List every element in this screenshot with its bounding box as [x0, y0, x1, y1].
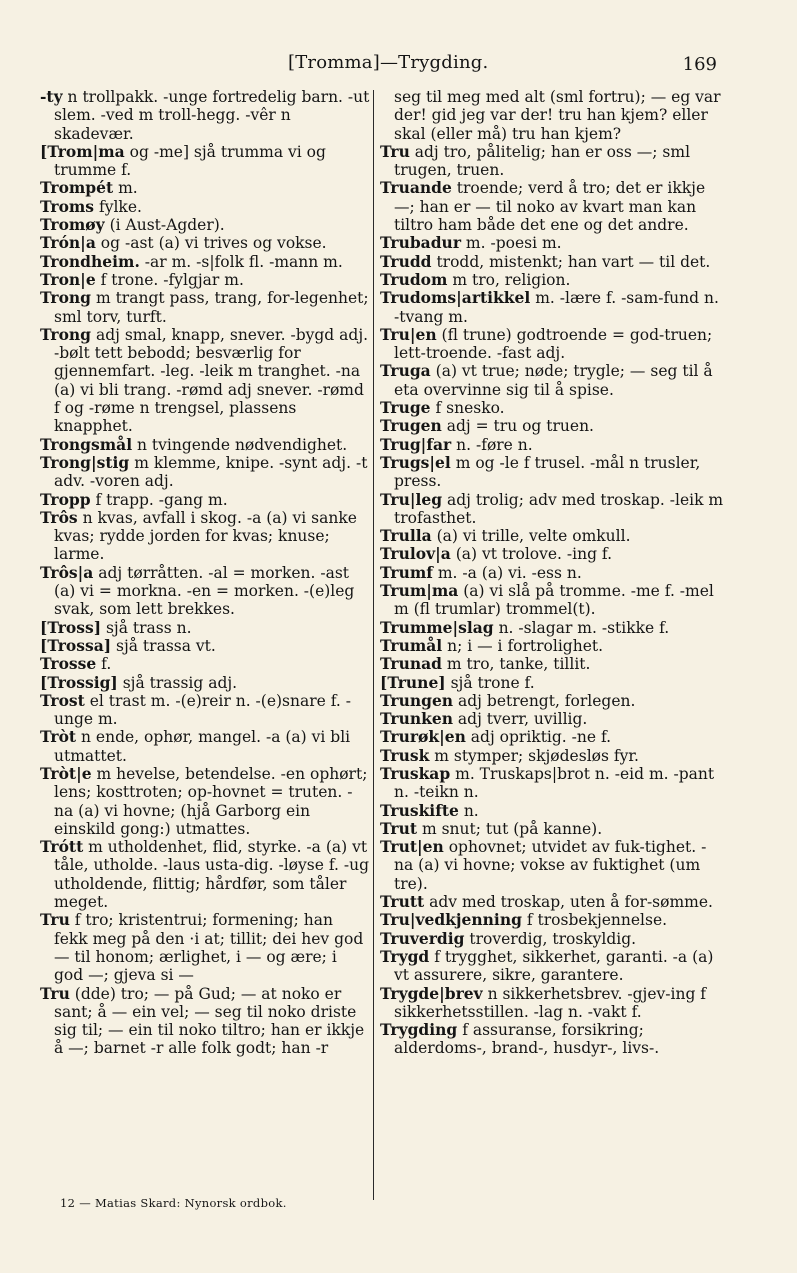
- entry: Trug|far n. -føre n.: [380, 434, 533, 454]
- entry: -ty n trollpakk. -unge fortredelig barn. -ut slem. -ved m troll-hegg. -vêr n skadevær.: [40, 87, 370, 143]
- entry: Trumme|slag n. -slagar m. -stikke f.: [380, 617, 670, 637]
- entry: Trygding f assuranse, forsikring; alderdoms-, brand-, husdyr-, livs-.: [380, 1020, 660, 1058]
- entry: Trón|a og -ast (a) vi trives og vokse.: [40, 233, 327, 253]
- entry: Trumål n; i — i fortrolighet.: [380, 635, 604, 655]
- entry: Trulla (a) vi trille, velte omkull.: [380, 526, 631, 546]
- entry: Tròt|e m hevelse, betendelse. -en ophørt; lens; kosttroten; op-hovnet = truten. -na (a) vi hovne; (hjå Garborg ein einskild gong:) utmattes.: [40, 763, 368, 838]
- left-column: [40, 88, 370, 1058]
- entry: Tromøy (i Aust-Agder).: [40, 215, 225, 235]
- entry: seg til meg med alt (sml fortru); — eg var der! gid jeg var der! tru han kjem? eller skal (eller må) tru han kjem?: [394, 88, 721, 143]
- entry: Trunken adj tverr, uvillig.: [380, 709, 588, 729]
- entry: Truge f snesko.: [380, 398, 505, 418]
- entry: [Trune] sjå trone f.: [380, 672, 535, 692]
- entry: Trondheim. -ar m. -s|folk fl. -mann m.: [40, 251, 343, 271]
- page-footer: 12 — Matias Skard: Nynorsk ordbok.: [60, 1196, 287, 1210]
- entry: Trubadur m. -poesi m.: [380, 233, 562, 253]
- running-title: [Tromma]—Trygding.: [288, 52, 489, 73]
- entry: Trusk m stymper; skjødesløs fyr.: [380, 745, 639, 765]
- entry: [Trossig] sjå trassig adj.: [40, 672, 238, 692]
- entry: Trutt adv med troskap, uten å for-sømme.: [380, 892, 713, 912]
- entry: Trum|ma (a) vi slå på tromme. -me f. -mel m (fl trumlar) trommel(t).: [380, 581, 714, 619]
- entry: Trygde|brev n sikkerhetsbrev. -gjev-ing f sikkerhetsstillen. -lag n. -vakt f.: [380, 983, 707, 1021]
- entry: Tru|en (fl trune) godtroende = god-truen; lett-troende. -fast adj.: [380, 324, 713, 363]
- entry: Trudom m tro, religion.: [380, 269, 571, 289]
- entry: Tru|leg adj trolig; adv med troskap. -leik m trofasthet.: [380, 489, 724, 527]
- page-number: 169: [682, 54, 717, 75]
- entry: Trulov|a (a) vt trolove. -ing f.: [380, 544, 613, 564]
- entry: Tru (dde) tro; — på Gud; — at noko er sant; å — ein vel; — seg til noko driste sig til; — ein til noko tiltro; han er ikkje å —; barnet -r alle folk godt; han -r: [40, 983, 365, 1058]
- right-column: [380, 88, 725, 1058]
- entry: [Trom|ma og -me] sjå trumma vi og trumme f.: [40, 141, 326, 180]
- entry: Trut m snut; tut (på kanne).: [380, 818, 603, 838]
- entry: Trudoms|artikkel m. -lære f. -sam-fund n. -tvang m.: [380, 288, 719, 326]
- entry: Trompét m.: [40, 178, 138, 198]
- entry: Trudd trodd, mistenkt; han vart — til det.: [380, 251, 711, 271]
- entry: Truverdig troverdig, troskyldig.: [380, 928, 637, 948]
- entry: Trut|en ophovnet; utvidet av fuk-tighet. -na (a) vi hovne; vokse av fuktighet (um tre).: [380, 837, 707, 893]
- entry: Truga (a) vt true; nøde; trygle; — seg til å eta overvinne sig til å spise.: [380, 361, 713, 399]
- entry: Tru|vedkjenning f trosbekjennelse.: [380, 910, 668, 930]
- entry: Truskap m. Truskaps|brot n. -eid m. -pant n. -teikn n.: [380, 763, 715, 802]
- entry: Trost el trast m. -(e)reir n. -(e)snare f. -unge m.: [40, 690, 352, 729]
- entry: Trosse f.: [40, 654, 112, 674]
- entry: Trunad m tro, tanke, tillit.: [380, 654, 591, 674]
- entry: Trurøk|en adj opriktig. -ne f.: [380, 727, 612, 747]
- entry: Trôs|a adj tørråtten. -al = morken. -ast (a) vi = morkna. -en = morken. -(e)leg svak, som lett brekkes.: [40, 562, 355, 619]
- entry: Tron|e f trone. -fylgjar m.: [40, 269, 244, 289]
- entry: Trong m trangt pass, trang, for-legenhet; sml torv, turft.: [40, 288, 369, 326]
- entry: Trong|stig m klemme, knipe. -synt adj. -t adv. -voren adj.: [40, 452, 368, 491]
- entry: Trôs n kvas, avfall i skog. -a (a) vi sanke kvas; rydde jorden for kvas; knuse; larme.: [40, 507, 357, 564]
- entry: Trygd f trygghet, sikkerhet, garanti. -a (a) vt assurere, sikre, garantere.: [380, 946, 714, 985]
- entry: Trungen adj betrengt, forlegen.: [380, 690, 636, 710]
- entry: [Trossa] sjå trassa vt.: [40, 635, 216, 655]
- entry: Truande troende; verd å tro; det er ikkje —; han er — til noko av kvart man kan tiltro ham både det ene og det andre.: [380, 178, 706, 235]
- entry: [Tross] sjå trass n.: [40, 617, 192, 637]
- column-divider: [373, 90, 374, 1200]
- entry: Trótt m utholdenhet, flid, styrke. -a (a) vt tåle, utholde. -laus usta-dig. -løyse f. -ug utholdende, flittig; hårdfør, som tåler meget.: [40, 837, 370, 912]
- entry: Tròt n ende, ophør, mangel. -a (a) vi bli utmattet.: [40, 727, 351, 765]
- entry: Troms fylke.: [40, 196, 142, 216]
- entry: Trugen adj = tru og truen.: [380, 416, 594, 436]
- entry: Trong adj smal, knapp, snever. -bygd adj. -bølt tett bebodd; besværlig for gjennemfart. -leg. -leik m tranghet. -na (a) vi bli trang. -rømd adj snever. -rømd f og -røme n trengsel, plassens knapphet.: [40, 324, 369, 436]
- entry: Truskifte n.: [380, 800, 479, 820]
- entry: Trongsmål n tvingende nødvendighet.: [40, 434, 348, 454]
- entry: Tru f tro; kristentrui; formening; han fekk meg på den ·i at; tillit; dei hev god — til honom; ærlighet, i — og ære; i god —; gjeva si —: [40, 910, 364, 985]
- entry: Tru adj tro, pålitelig; han er oss —; sml trugen, truen.: [380, 141, 691, 180]
- entry: Tropp f trapp. -gang m.: [40, 489, 228, 509]
- entry: Trumf m. -a (a) vi. -ess n.: [380, 562, 582, 582]
- entry: Trugs|el m og -le f trusel. -mål n trusler, press.: [380, 452, 701, 491]
- page-header: [0, 48, 797, 78]
